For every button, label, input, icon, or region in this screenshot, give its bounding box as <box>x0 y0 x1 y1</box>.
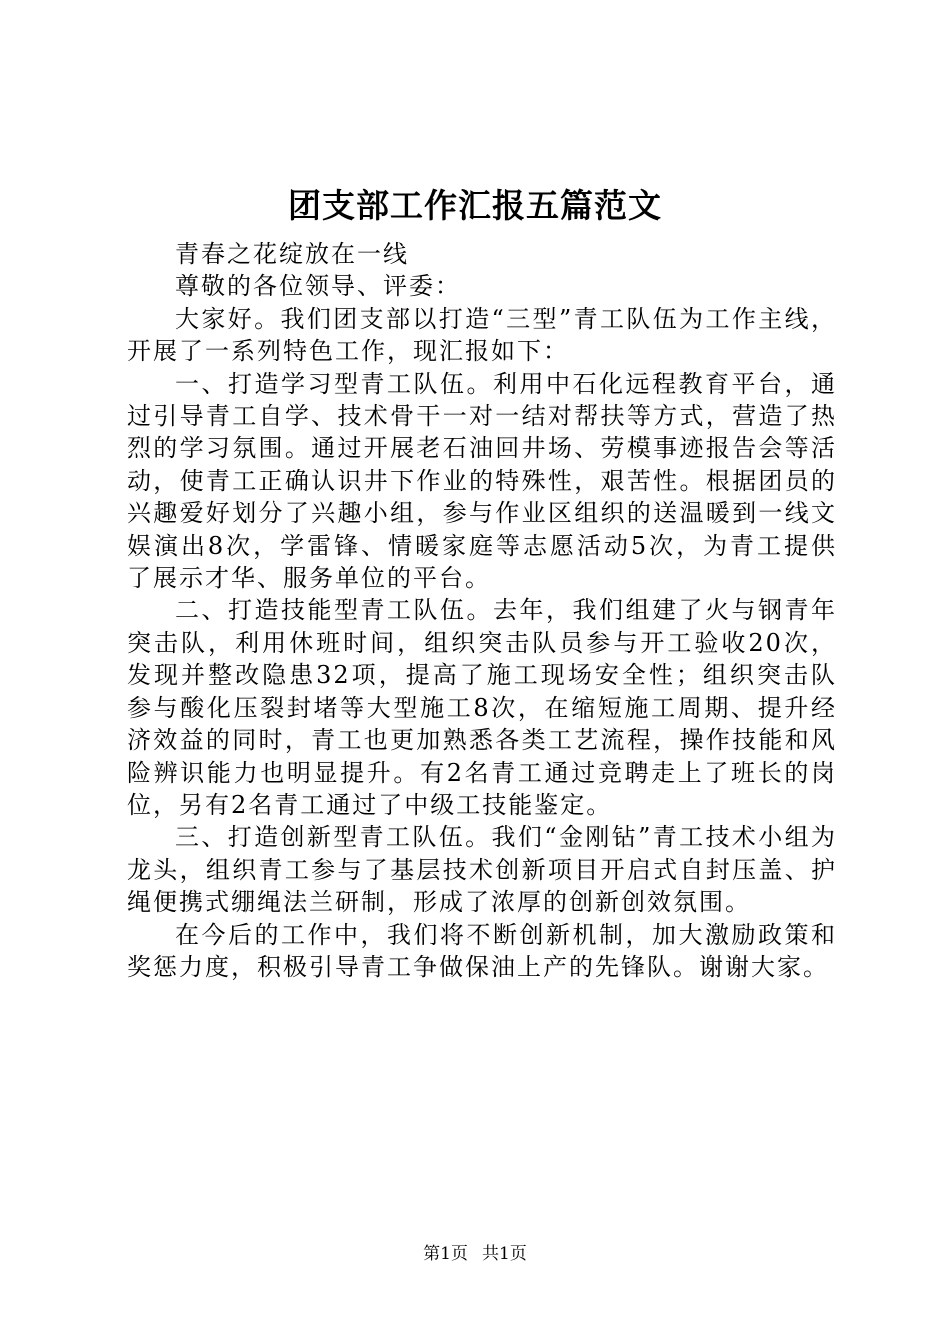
paragraph-salutation: 尊敬的各位领导、评委： <box>175 272 461 301</box>
page-total: 共1页 <box>482 1244 527 1264</box>
paragraph-closing: 在今后的工作中，我们将不断创新机制，加大激励政策和奖惩力度，积极引导青工争做保油上产的先锋队。谢谢大家。 <box>127 920 837 981</box>
paragraph-learning-team: 一、打造学习型青工队伍。利用中石化远程教育平台，通过引导青工自学、技术骨干一对一结对帮扶等方式，营造了热烈的学习氛围。通过开展老石油回井场、劳模事迹报告会等活动，使青工正确认识井下作业的特殊性，艰苦性。根据团员的兴趣爱好划分了兴趣小组，参与作业区组织的送温暖到一线文娱演出8次，学雷锋、情暖家庭等志愿活动5次，为青工提供了展示才华、服务单位的平台。 <box>127 369 837 593</box>
paragraph-skill-team: 二、打造技能型青工队伍。去年，我们组建了火与钢青年突击队，利用休班时间，组织突击队员参与开工验收20次，发现并整改隐患32项，提高了施工现场安全性；组织突击队参与酸化压裂封堵等大型施工8次，在缩短施工周期、提升经济效益的同时，青工也更加熟悉各类工艺流程，操作技能和风险辨识能力也明显提升。有2名青工通过竞聘走上了班长的岗位，另有2名青工通过了中级工技能鉴定。 <box>127 596 837 819</box>
document-title: 团支部工作汇报五篇范文 <box>288 186 662 225</box>
paragraph-subtitle: 青春之花绽放在一线 <box>175 240 409 268</box>
page-number: 第1页 <box>423 1244 468 1264</box>
paragraph-innovation-team: 三、打造创新型青工队伍。我们“金刚钻”青工技术小组为龙头，组织青工参与了基层技术创新项目开启式自封压盖、护绳便携式绷绳法兰研制，形成了浓厚的创新创效氛围。 <box>127 823 837 917</box>
page-footer <box>0 1242 950 1266</box>
document-body <box>127 238 837 983</box>
paragraph-intro: 大家好。我们团支部以打造“三型”青工队伍为工作主线，开展了一系列特色工作，现汇报如下： <box>127 304 837 366</box>
